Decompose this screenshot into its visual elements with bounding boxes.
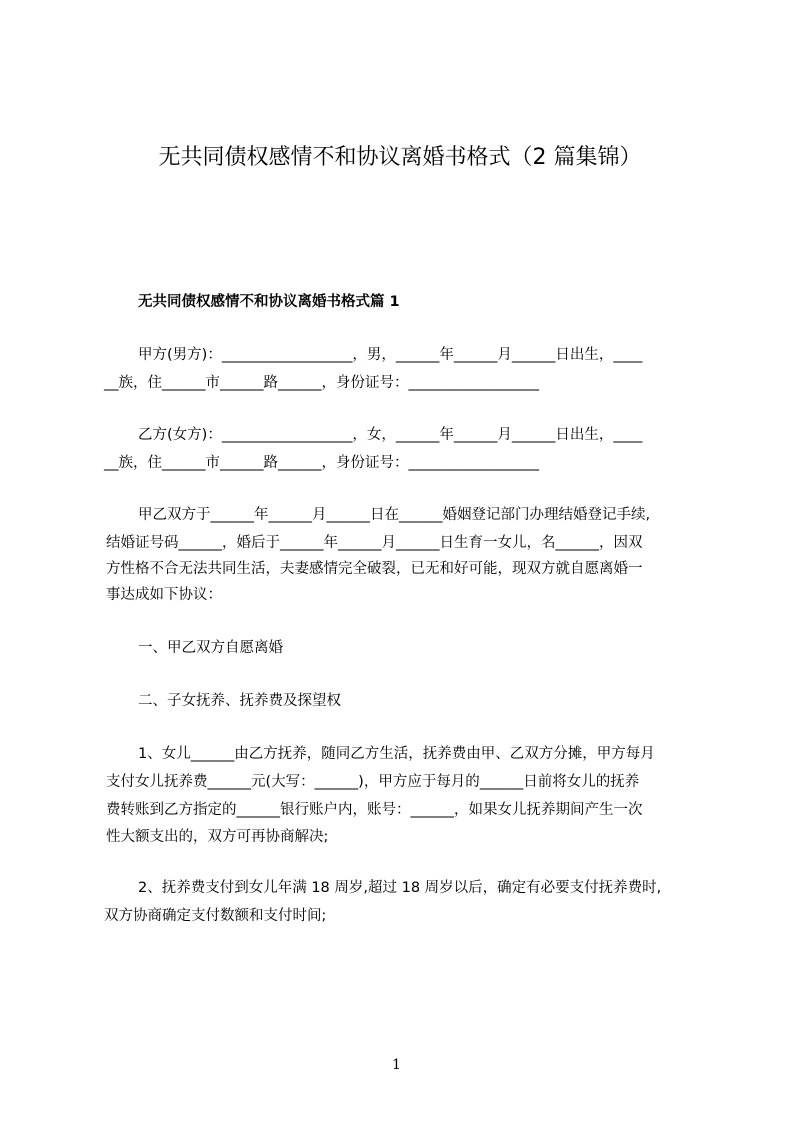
item-1-line-3: 费转账到乙方指定的______银行账户内，账号：______，如果女儿抚养期间产生一次 xyxy=(106,802,643,818)
intro-line-1: 甲乙双方于______年______月______日在______婚姻登记部门办理结婚登记手续, xyxy=(138,507,651,523)
intro-line-2: 结婚证号码______，婚后于______年______月______日生育一女儿，名______，因双 xyxy=(106,535,643,551)
party-b-line-1: 乙方(女方)：__________________，女，______年______月______日出生，____ xyxy=(138,427,643,443)
item-1-line-1: 1、女儿______由乙方抚养，随同乙方生活，抚养费由甲、乙双方分摊，甲方每月 xyxy=(138,746,655,762)
section-heading: 无共同债权感情不和协议离婚书格式篇 1 xyxy=(138,294,400,310)
intro-line-4: 事达成如下协议： xyxy=(106,587,222,603)
item-2-line-1: 2、抚养费支付到女儿年满 18 周岁,超过 18 周岁以后，确定有必要支付抚养费时, xyxy=(138,880,662,896)
party-a-line-2: __族，住______市______路______，身份证号：__________________ xyxy=(104,375,539,391)
clause-1: 一、甲乙双方自愿离婚 xyxy=(138,640,283,656)
party-b-line-2: __族，住______市______路______，身份证号：__________________ xyxy=(104,455,539,471)
document-title: 无共同债权感情不和协议离婚书格式（2 篇集锦） xyxy=(158,145,642,170)
intro-line-3: 方性格不合无法共同生活，夫妻感情完全破裂，已无和好可能，现双方就自愿离婚一 xyxy=(106,561,643,577)
party-a-line-1: 甲方(男方)：__________________，男，______年______月______日出生，____ xyxy=(138,347,643,363)
item-1-line-4: 性大额支出的，双方可再协商解决; xyxy=(106,829,329,845)
item-2-line-2: 双方协商确定支付数额和支付时间; xyxy=(104,908,327,924)
clause-2: 二、子女抚养、抚养费及探望权 xyxy=(138,693,341,709)
page-number: 1 xyxy=(392,1057,401,1073)
item-1-line-2: 支付女儿抚养费______元(大写：______)，甲方应于每月的______日前将女儿的抚养 xyxy=(106,774,640,790)
